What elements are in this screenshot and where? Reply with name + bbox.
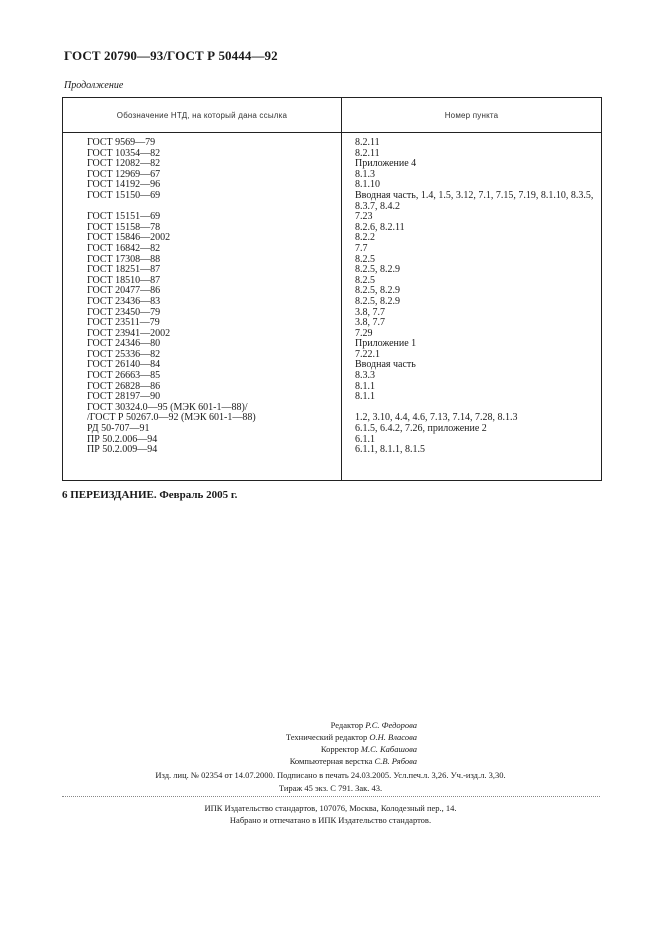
- document-designation: ГОСТ 17308—88: [87, 253, 161, 265]
- clause-number: 8.2.5: [355, 274, 375, 286]
- clause-number: 8.1.10: [355, 179, 380, 191]
- clause-number: 8.2.11: [355, 137, 380, 148]
- document-designation: РД 50-707—91: [87, 423, 150, 435]
- imprint-line-4: Набрано и отпечатано в ИПК Издательство стандартов.: [229, 815, 432, 825]
- credit-role: Технический редактор: [285, 732, 368, 742]
- credit-name: С.В. Рябова: [374, 756, 417, 766]
- clause-number: 8.2.5: [355, 253, 375, 265]
- document-designation: /ГОСТ Р 50267.0—92 (МЭК 601-1—88): [87, 412, 256, 424]
- document-designation: ГОСТ 15151—69: [87, 211, 161, 223]
- document-designation: ГОСТ 15150—69: [87, 189, 161, 201]
- document-designation: ГОСТ 23436—83: [87, 295, 161, 307]
- clause-number: 8.2.5, 8.2.9: [355, 264, 400, 276]
- clause-number: Приложение 4: [355, 158, 417, 170]
- clause-number: 6.1.5, 6.4.2, 7.26, приложение 2: [355, 423, 487, 435]
- continuation-label: Продолжение: [64, 80, 124, 91]
- credit-line-corrector: [321, 743, 417, 755]
- table-row: [63, 244, 601, 255]
- clause-number: 7.22.1: [355, 348, 380, 360]
- table-row: [63, 445, 601, 456]
- clause-number: 8.1.1: [355, 391, 375, 403]
- column-header-clause: Номер пункта: [444, 111, 499, 120]
- clause-number: 8.2.6, 8.2.11: [355, 221, 405, 233]
- credit-name: М.С. Кабашова: [360, 744, 417, 754]
- document-designation: ГОСТ 26140—84: [87, 359, 161, 371]
- document-designation: ГОСТ 23511—79: [87, 317, 160, 329]
- document-designation: ГОСТ 25336—82: [87, 348, 161, 360]
- clause-number: 8.1.1: [355, 380, 375, 392]
- document-designation: ГОСТ 24346—80: [87, 338, 161, 350]
- column-header-document: Обозначение НТД, на который дана ссылка: [116, 111, 288, 120]
- document-designation: ГОСТ 26663—85: [87, 370, 161, 382]
- table-header: [63, 98, 601, 133]
- document-designation: ГОСТ 18510—87: [87, 274, 161, 286]
- clause-number: 7.23: [355, 211, 373, 223]
- document-designation: ГОСТ 23941—2002: [87, 327, 171, 339]
- clause-number: 3.8, 7.7: [355, 306, 385, 318]
- credit-name: Р.С. Федорова: [365, 720, 417, 730]
- credit-line-tech-editor: [286, 731, 417, 743]
- clause-number: 8.3.3: [355, 370, 375, 382]
- imprint-line-1: Изд. лиц. № 02354 от 14.07.2000. Подписано в печать 24.03.2005. Усл.печ.л. 3,26. Уч.-изд.л. 3,30.: [155, 770, 506, 780]
- clause-number: 8.1.3: [355, 168, 375, 180]
- document-designation: ГОСТ 15158—78: [87, 221, 161, 233]
- table-body: [63, 138, 601, 456]
- clause-number: 6.1.1: [355, 433, 375, 445]
- clause-number: Приложение 1: [355, 338, 417, 350]
- document-designation: ГОСТ 12082—82: [87, 158, 161, 170]
- document-designation: ГОСТ 23450—79: [87, 306, 161, 318]
- reissue-note: 6 ПЕРЕИЗДАНИЕ. Февраль 2005 г.: [62, 489, 238, 501]
- credit-role: Корректор: [320, 744, 359, 754]
- document-designation: ГОСТ 10354—82: [87, 147, 161, 159]
- document-designation: ГОСТ 12969—67: [87, 168, 161, 180]
- document-designation: ГОСТ 15846—2002: [87, 232, 171, 244]
- document-designation: ГОСТ 16842—82: [87, 242, 161, 254]
- clause-number: 8.2.11: [355, 147, 380, 159]
- clause-number: 8.2.5, 8.2.9: [355, 285, 400, 297]
- table-row: [63, 191, 601, 212]
- credit-role: Редактор: [330, 720, 364, 730]
- document-designation: ГОСТ 26828—86: [87, 380, 161, 392]
- imprint-line-3: ИПК Издательство стандартов, 107076, Москва, Колодезный пер., 14.: [204, 803, 457, 813]
- credit-line-editor: [331, 719, 417, 731]
- credit-name: О.Н. Власова: [369, 732, 417, 742]
- credit-line-layout: [290, 755, 417, 767]
- table-row: [63, 138, 601, 149]
- document-designation: ГОСТ 30324.0—95 (МЭК 601-1—88)/: [87, 401, 248, 413]
- table-row: [63, 297, 601, 308]
- document-designation: ГОСТ 14192—96: [87, 179, 161, 191]
- document-designation: ГОСТ 20477—86: [87, 285, 161, 297]
- clause-number: 6.1.1, 8.1.1, 8.1.5: [355, 444, 425, 456]
- clause-number: Вводная часть, 1.4, 1.5, 3.12, 7.1, 7.15, 7.19, 8.1.10, 8.3.5, 8.3.7, 8.4.2: [355, 189, 594, 212]
- document-designation: ГОСТ 18251—87: [87, 264, 161, 276]
- clause-number: 7.29: [355, 327, 373, 339]
- document-designation: ГОСТ 28197—90: [87, 391, 161, 403]
- clause-number: 8.2.5, 8.2.9: [355, 295, 400, 307]
- clause-number: 8.2.2: [355, 232, 375, 244]
- clause-number: 7.7: [355, 242, 368, 254]
- clause-number: 1.2, 3.10, 4.4, 4.6, 7.13, 7.14, 7.28, 8.1.3: [355, 412, 518, 424]
- imprint-line-2: Тираж 45 экз. С 791. Зак. 43.: [278, 783, 383, 793]
- page-header-title: ГОСТ 20790—93/ГОСТ Р 50444—92: [64, 48, 278, 63]
- clause-number: 3.8, 7.7: [355, 317, 385, 329]
- document-designation: ПР 50.2.009—94: [87, 444, 158, 456]
- credit-role: Компьютерная верстка: [289, 756, 373, 766]
- document-designation: ГОСТ 9569—79: [87, 137, 156, 148]
- document-designation: ПР 50.2.006—94: [87, 433, 158, 445]
- clause-number: Вводная часть: [355, 359, 416, 371]
- reference-table: [62, 97, 602, 481]
- imprint-divider: [62, 796, 600, 797]
